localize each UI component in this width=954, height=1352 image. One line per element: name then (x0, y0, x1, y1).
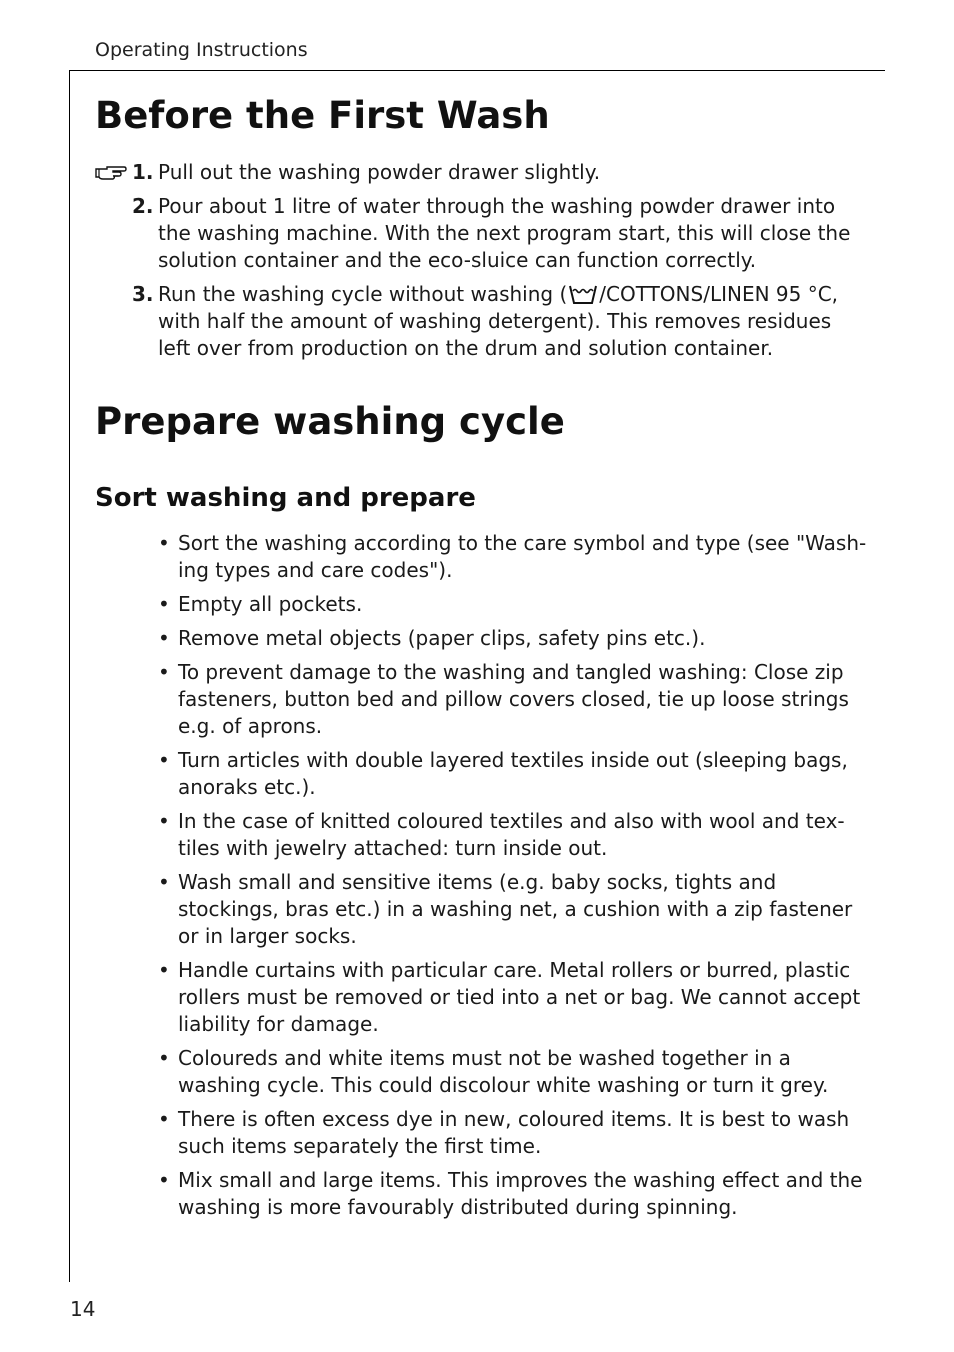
bullet-text: There is often excess dye in new, coloured items. It is best to wash such items separately the first time. (178, 1107, 850, 1158)
bullet-item (158, 625, 868, 652)
bullet-text: Wash small and sensitive items (e.g. baby socks, tights and stockings, bras etc.) in a washing net, a cushion with a zip fastener or in larger socks. (178, 870, 853, 948)
step-item (95, 159, 865, 186)
bullet-text: Handle curtains with particular care. Metal rollers or burred, plastic rollers must be removed or tied into a net or bag. We cannot accept liability for damage. (178, 958, 861, 1036)
bullet-text: Empty all pockets. (178, 592, 363, 616)
first-wash-steps (95, 159, 865, 369)
bullet-text: In the case of knitted coloured textiles and also with wool and tex-tiles with jewelry attached: turn inside out. (178, 809, 845, 860)
section-title-before-first-wash: Before the First Wash (95, 94, 550, 137)
bullet-text: Coloureds and white items must not be washed together in a washing cycle. This could discolour white washing or turn it grey. (178, 1046, 829, 1097)
bullet-item (158, 659, 868, 740)
wash-tub-symbol-icon (567, 282, 599, 306)
bullet-dot: • (158, 626, 170, 650)
bullet-text: Remove metal objects (paper clips, safety pins etc.). (178, 626, 706, 650)
top-rule (69, 70, 885, 71)
bullet-item (158, 1167, 868, 1221)
bullet-text: Turn articles with double layered textiles inside out (sleeping bags, anoraks etc.). (178, 748, 848, 799)
section-title-prepare-washing-cycle: Prepare washing cycle (95, 400, 565, 443)
bullet-dot: • (158, 958, 170, 982)
step-text: Pull out the washing powder drawer slightly. (158, 160, 601, 184)
bullet-dot: • (158, 660, 170, 684)
running-header: Operating Instructions (95, 39, 308, 61)
pointing-hand-icon (95, 164, 127, 182)
bullet-dot: • (158, 809, 170, 833)
bullet-item (158, 957, 868, 1038)
step-text-before: Run the washing cycle without washing ( (158, 282, 568, 306)
bullet-text: Sort the washing according to the care symbol and type (see "Wash-ing types and care codes"). (178, 531, 867, 582)
bullet-dot: • (158, 592, 170, 616)
bullet-item (158, 808, 868, 862)
left-margin-rule (69, 70, 70, 1282)
step-number: 1. (132, 160, 154, 184)
page-number: 14 (70, 1297, 96, 1321)
sort-washing-bullets (158, 530, 868, 1228)
step-item (95, 193, 865, 274)
bullet-dot: • (158, 1168, 170, 1192)
bullet-item (158, 747, 868, 801)
bullet-item (158, 1045, 868, 1099)
bullet-item (158, 591, 868, 618)
step-number: 3. (132, 282, 154, 306)
bullet-item (158, 1106, 868, 1160)
bullet-dot: • (158, 870, 170, 894)
step-text-after: /COTTONS/LINEN 95 °C, with half the amount of washing detergent). This removes residues left over from production on the drum and solution container. (158, 282, 839, 360)
bullet-text: Mix small and large items. This improves the washing effect and the washing is more favourably distributed during spinning. (178, 1168, 863, 1219)
bullet-dot: • (158, 1046, 170, 1070)
step-item (95, 281, 865, 362)
bullet-dot: • (158, 748, 170, 772)
bullet-item (158, 530, 868, 584)
bullet-text: To prevent damage to the washing and tangled washing: Close zip fasteners, button bed and pillow covers closed, tie up loose strings e.g. of aprons. (178, 660, 849, 738)
step-text: Pour about 1 litre of water through the washing powder drawer into the washing machine. With the next program start, this will close the solution container and the eco-sluice can function correctly. (158, 194, 851, 272)
step-number: 2. (132, 194, 154, 218)
bullet-item (158, 869, 868, 950)
bullet-dot: • (158, 1107, 170, 1131)
bullet-dot: • (158, 531, 170, 555)
subsection-title-sort-washing: Sort washing and prepare (95, 483, 476, 513)
